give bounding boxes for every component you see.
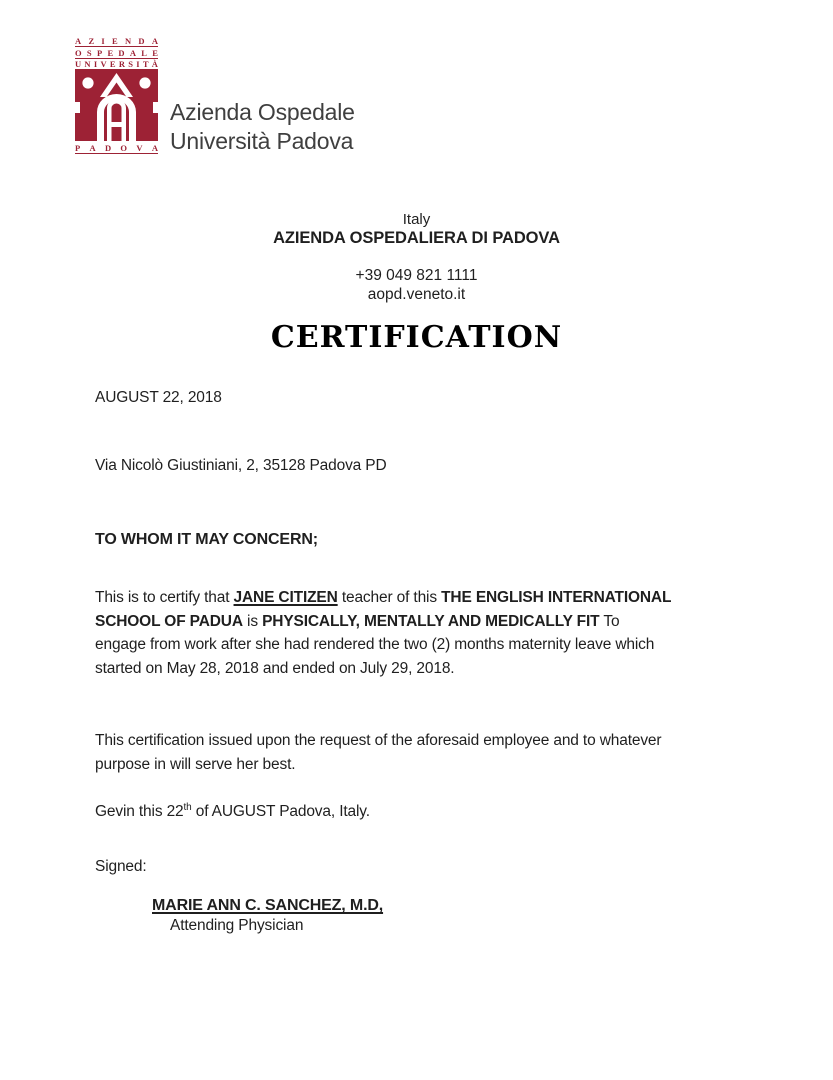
country-line: Italy — [402, 211, 431, 228]
logo-word-azienda: A Z I E N D A — [75, 36, 158, 46]
address-line: Via Nicolò Giustiniani, 2, 35128 Padova PD — [95, 457, 387, 474]
brand-line-2: Università Padova — [170, 127, 354, 154]
date-line: AUGUST 22, 2018 — [95, 389, 222, 406]
logo-word-universita: U N I V E R S I T À — [75, 59, 158, 69]
document-title: CERTIFICATION — [270, 320, 563, 355]
logo-city-block — [75, 143, 158, 155]
logo-word-ospedale: O S P E D A L E — [75, 47, 158, 58]
org-name-line: AZIENDA OSPEDALIERA DI PADOVA — [273, 229, 560, 247]
given-line: Gevin this 22th of AUGUST Padova, Italy. — [95, 801, 370, 820]
hospital-logo — [75, 36, 158, 71]
phone-line: +39 049 821 1111 — [355, 267, 478, 284]
hospital-emblem-icon — [75, 70, 158, 141]
purpose-paragraph: This certification issued upon the request of the aforesaid employee and to whatever purpose in will serve her best. — [95, 732, 662, 773]
brand-name — [170, 98, 355, 155]
certify-paragraph: This is to certify that JANE CITIZEN teacher of this THE ENGLISH INTERNATIONAL SCHOOL OF PADUA is PHYSICALLY, MENTALLY AND MEDICALLY FIT To engage from work after she had rendered the two (2) months maternity leave which started on May 28, 2018 and ended on July 29, 2018. — [95, 589, 672, 677]
signed-label: Signed: — [95, 858, 147, 875]
salutation: TO WHOM IT MAY CONCERN; — [95, 531, 318, 548]
brand-line-1: Azienda Ospedale — [170, 99, 355, 125]
signatory-title: Attending Physician — [170, 917, 304, 934]
signatory-name: MARIE ANN C. SANCHEZ, M.D, — [152, 897, 384, 914]
logo-word-padova: P A D O V A — [75, 143, 158, 153]
website-line: aopd.veneto.it — [367, 286, 466, 303]
letter-header — [0, 211, 833, 356]
